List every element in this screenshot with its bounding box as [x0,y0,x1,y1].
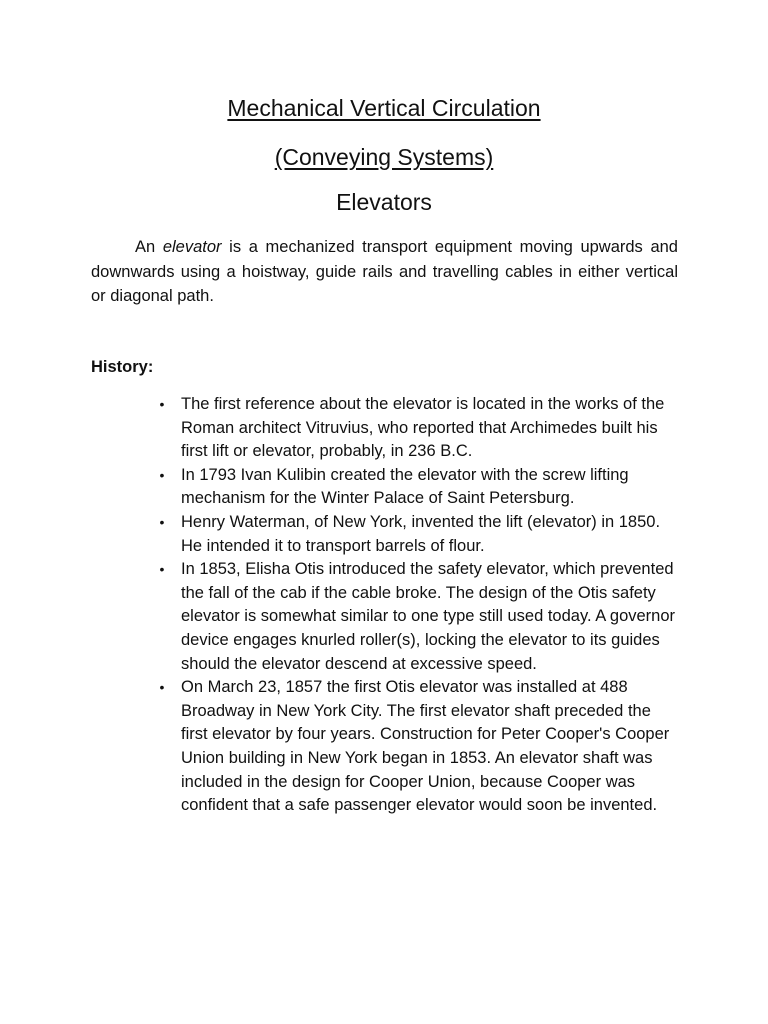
bullet-icon: • [159,513,165,530]
document-subtitle: Elevators [336,189,432,215]
history-heading: History: [91,358,154,376]
list-item-text: In 1853, Elisha Otis introduced the safety elevator, which prevented the fall of the cab if the cable broke. The design of the Otis safety elevator is somewhat similar to one type still used today. A governor device engages knurled roller(s), locking the elevator to its guides should the elevator descend at excessive speed. [181,560,676,673]
history-list [157,393,682,818]
list-item [157,464,682,511]
list-item-text: In 1793 Ivan Kulibin created the elevator with the screw lifting mechanism for the Winter Palace of Saint Petersburg. [181,465,629,508]
list-item [157,511,682,558]
list-item-text: On March 23, 1857 the first Otis elevator was installed at 488 Broadway in New York City. The first elevator shaft preceded the first elevator by four years. Construction for Peter Cooper's Cooper Union building in New York began in 1853. An elevator shaft was included in the design for Cooper Union, because Cooper was confident that a safe passenger elevator would soon be invented. [181,678,670,815]
list-item-text: Henry Waterman, of New York, invented the lift (elevator) in 1850. He intended it to transport barrels of flour. [181,512,661,555]
intro-prefix: An [135,238,163,256]
document-title-line-2: (Conveying Systems) [274,144,494,170]
list-item [157,676,682,818]
document-title: Mechanical Vertical Circulation [227,95,541,121]
list-item [157,558,682,676]
intro-text: is a mechanized transport equipment moving upwards and downwards using a hoistway, guide rails and travelling cables in either vertical or diagonal path. [91,238,678,305]
list-item [157,393,682,464]
intro-term: elevator [162,238,222,256]
intro-paragraph [91,235,678,309]
bullet-icon: • [159,466,165,483]
list-item-text: The first reference about the elevator is located in the works of the Roman architect Vitruvius, who reported that Archimedes built his first lift or elevator, probably, in 236 B.C. [181,395,665,461]
bullet-icon: • [159,561,165,578]
bullet-icon: • [159,679,165,696]
bullet-icon: • [159,396,165,412]
